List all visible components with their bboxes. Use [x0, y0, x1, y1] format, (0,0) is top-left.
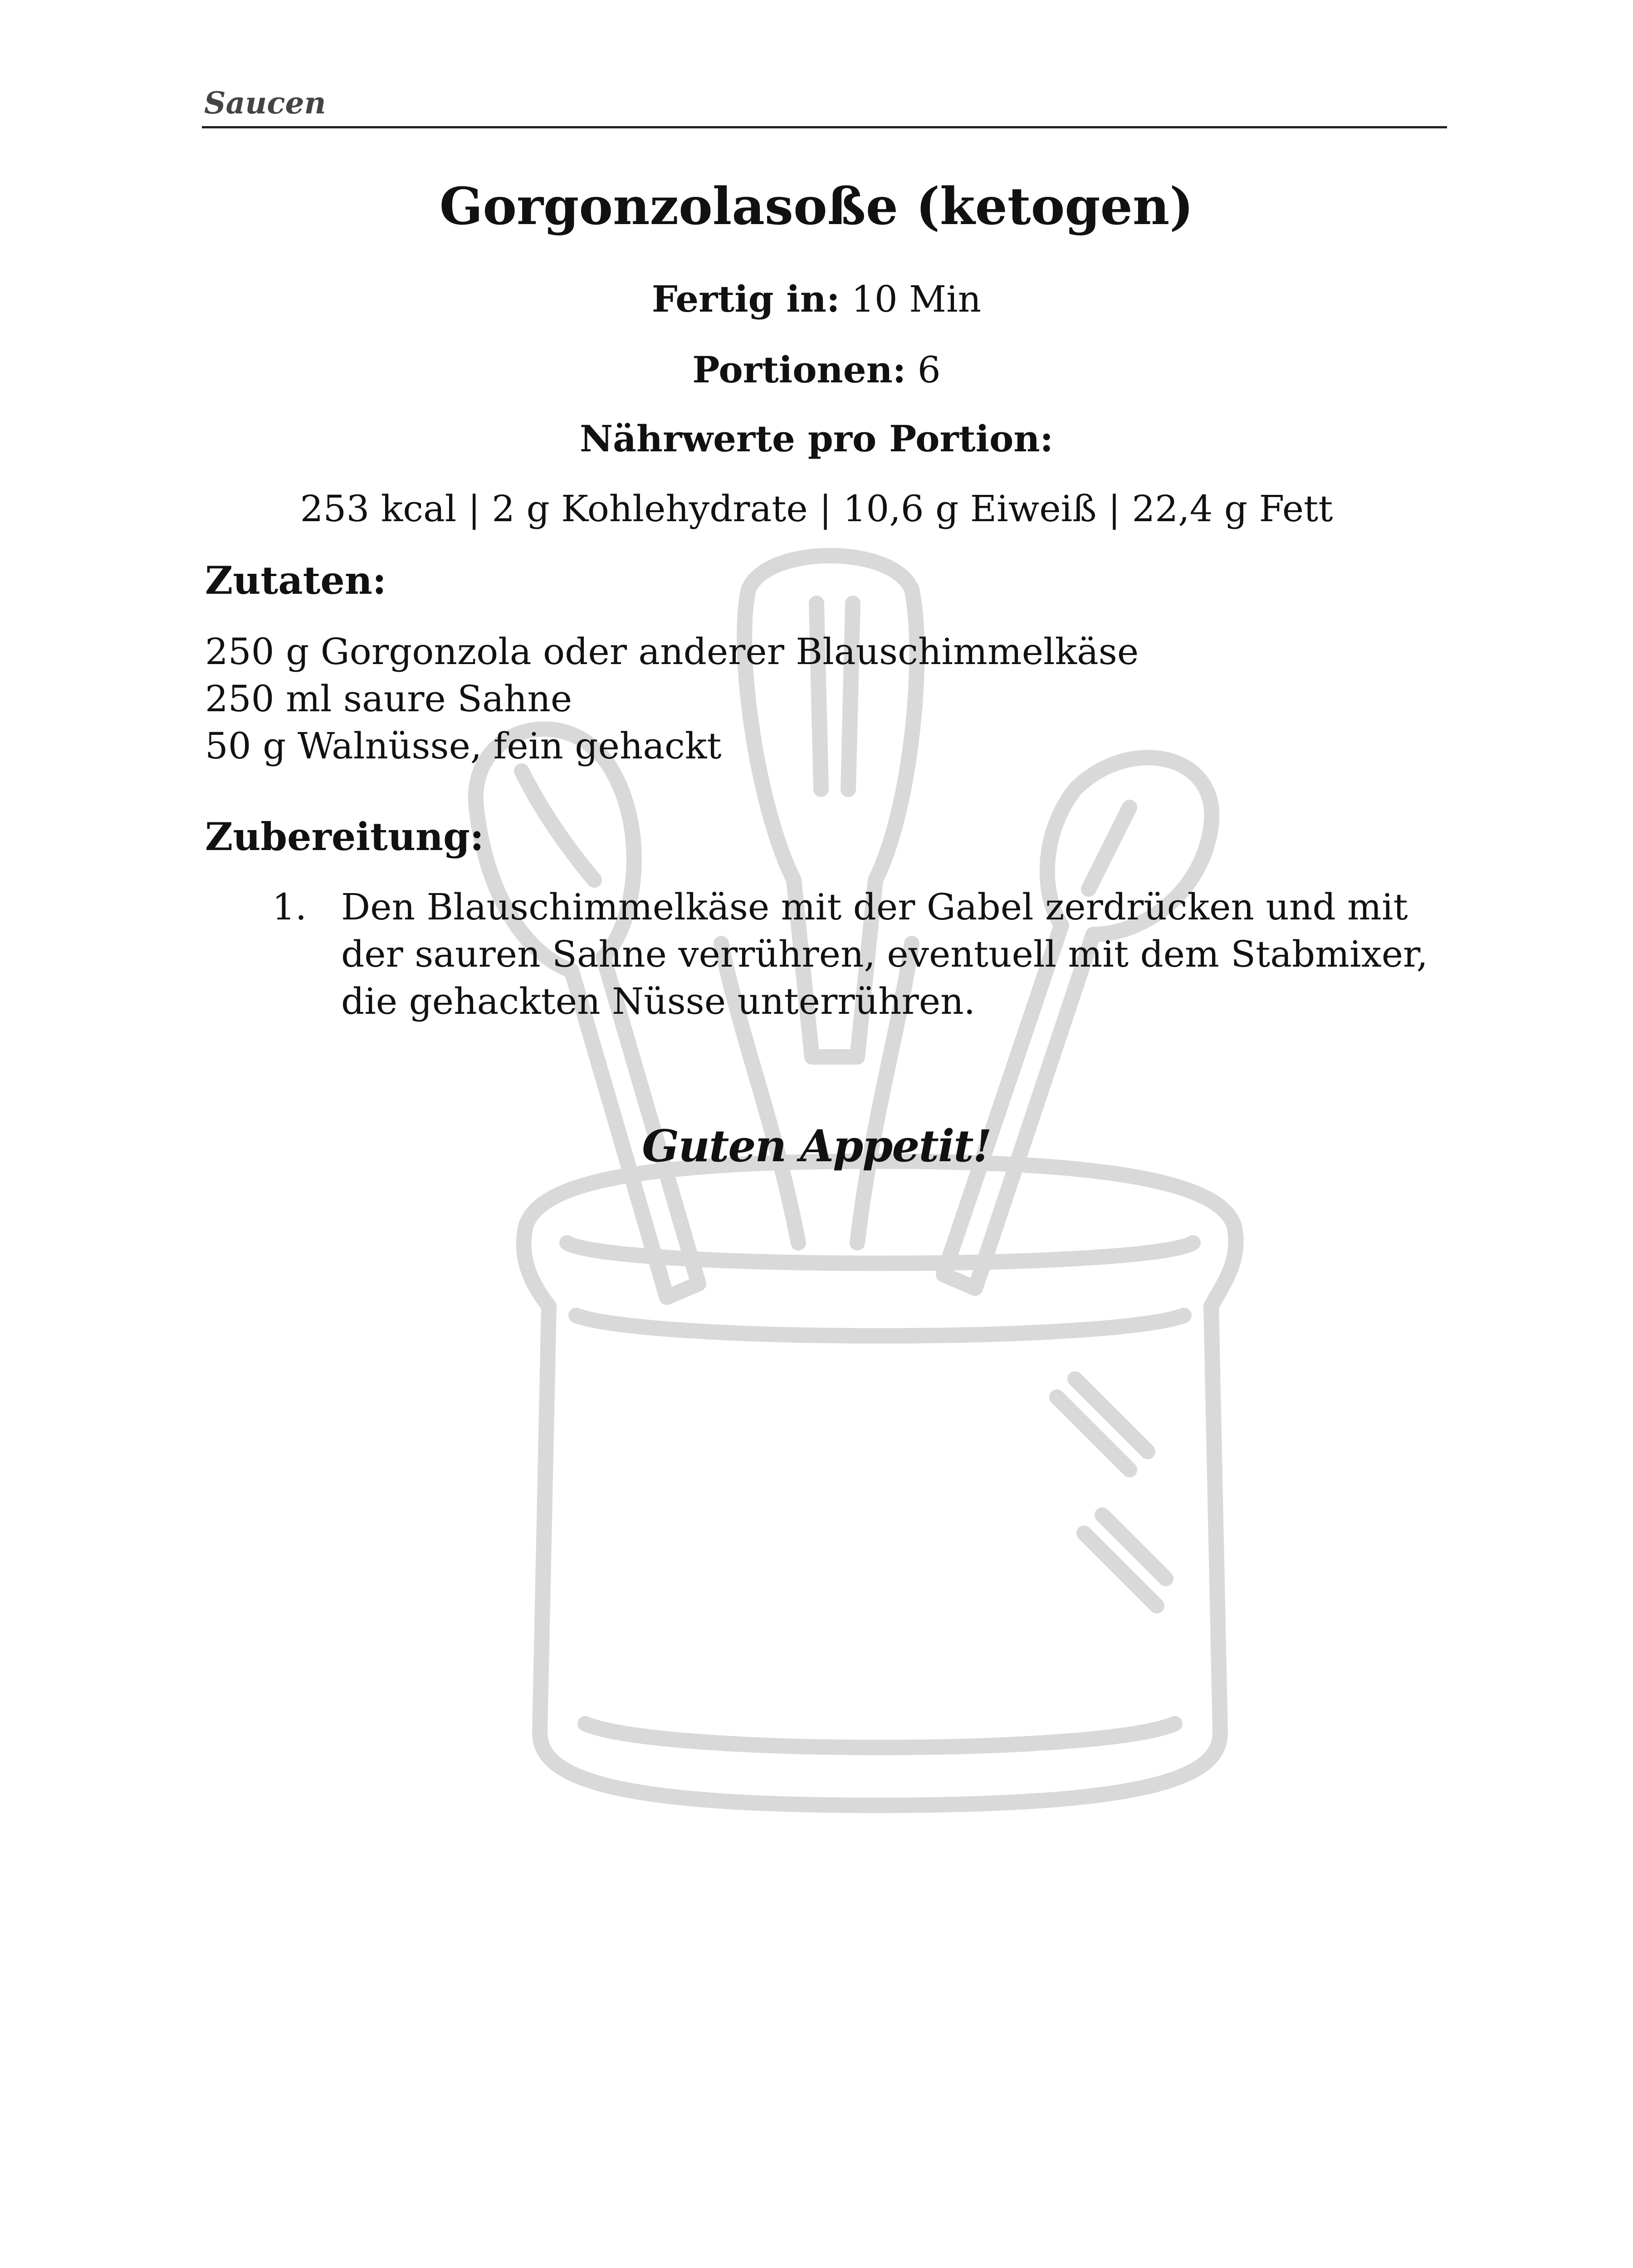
preparation-steps [272, 884, 1452, 1025]
preparation-heading: Zubereitung: [205, 814, 484, 859]
portions-label: Portionen: [692, 348, 906, 391]
nutrition-values: 253 kcal | 2 g Kohlehydrate | 10,6 g Eiweiß | 22,4 g Fett [300, 488, 1333, 530]
ingredients-heading: Zutaten: [205, 558, 386, 603]
nutrition-heading: Nährwerte pro Portion: [579, 417, 1054, 460]
running-head: Saucen [204, 85, 326, 121]
prep-time-value: 10 Min [851, 278, 982, 320]
step-item [272, 884, 1452, 1025]
step-number: 1. [272, 886, 307, 928]
ingredient-item: 250 g Gorgonzola oder anderer Blauschimmelkäse [205, 631, 1139, 673]
recipe-title: Gorgonzolasoße (ketogen) [439, 177, 1194, 236]
portions-value: 6 [917, 349, 941, 391]
header-rule [202, 126, 1447, 128]
ingredients-list [205, 628, 1139, 770]
prep-time [0, 278, 1633, 320]
ingredient-item: 50 g Walnüsse, fein gehackt [205, 725, 722, 767]
prep-time-label: Fertig in: [651, 278, 840, 320]
closing-text: Guten Appetit! [642, 1120, 991, 1172]
portions [0, 348, 1633, 391]
ingredient-item: 250 ml saure Sahne [205, 678, 572, 720]
step-text: Den Blauschimmelkäse mit der Gabel zerdrücken und mit der sauren Sahne verrühren, eventuell mit dem Stabmixer, die gehackten Nüsse unterrühren. [341, 886, 1428, 1022]
